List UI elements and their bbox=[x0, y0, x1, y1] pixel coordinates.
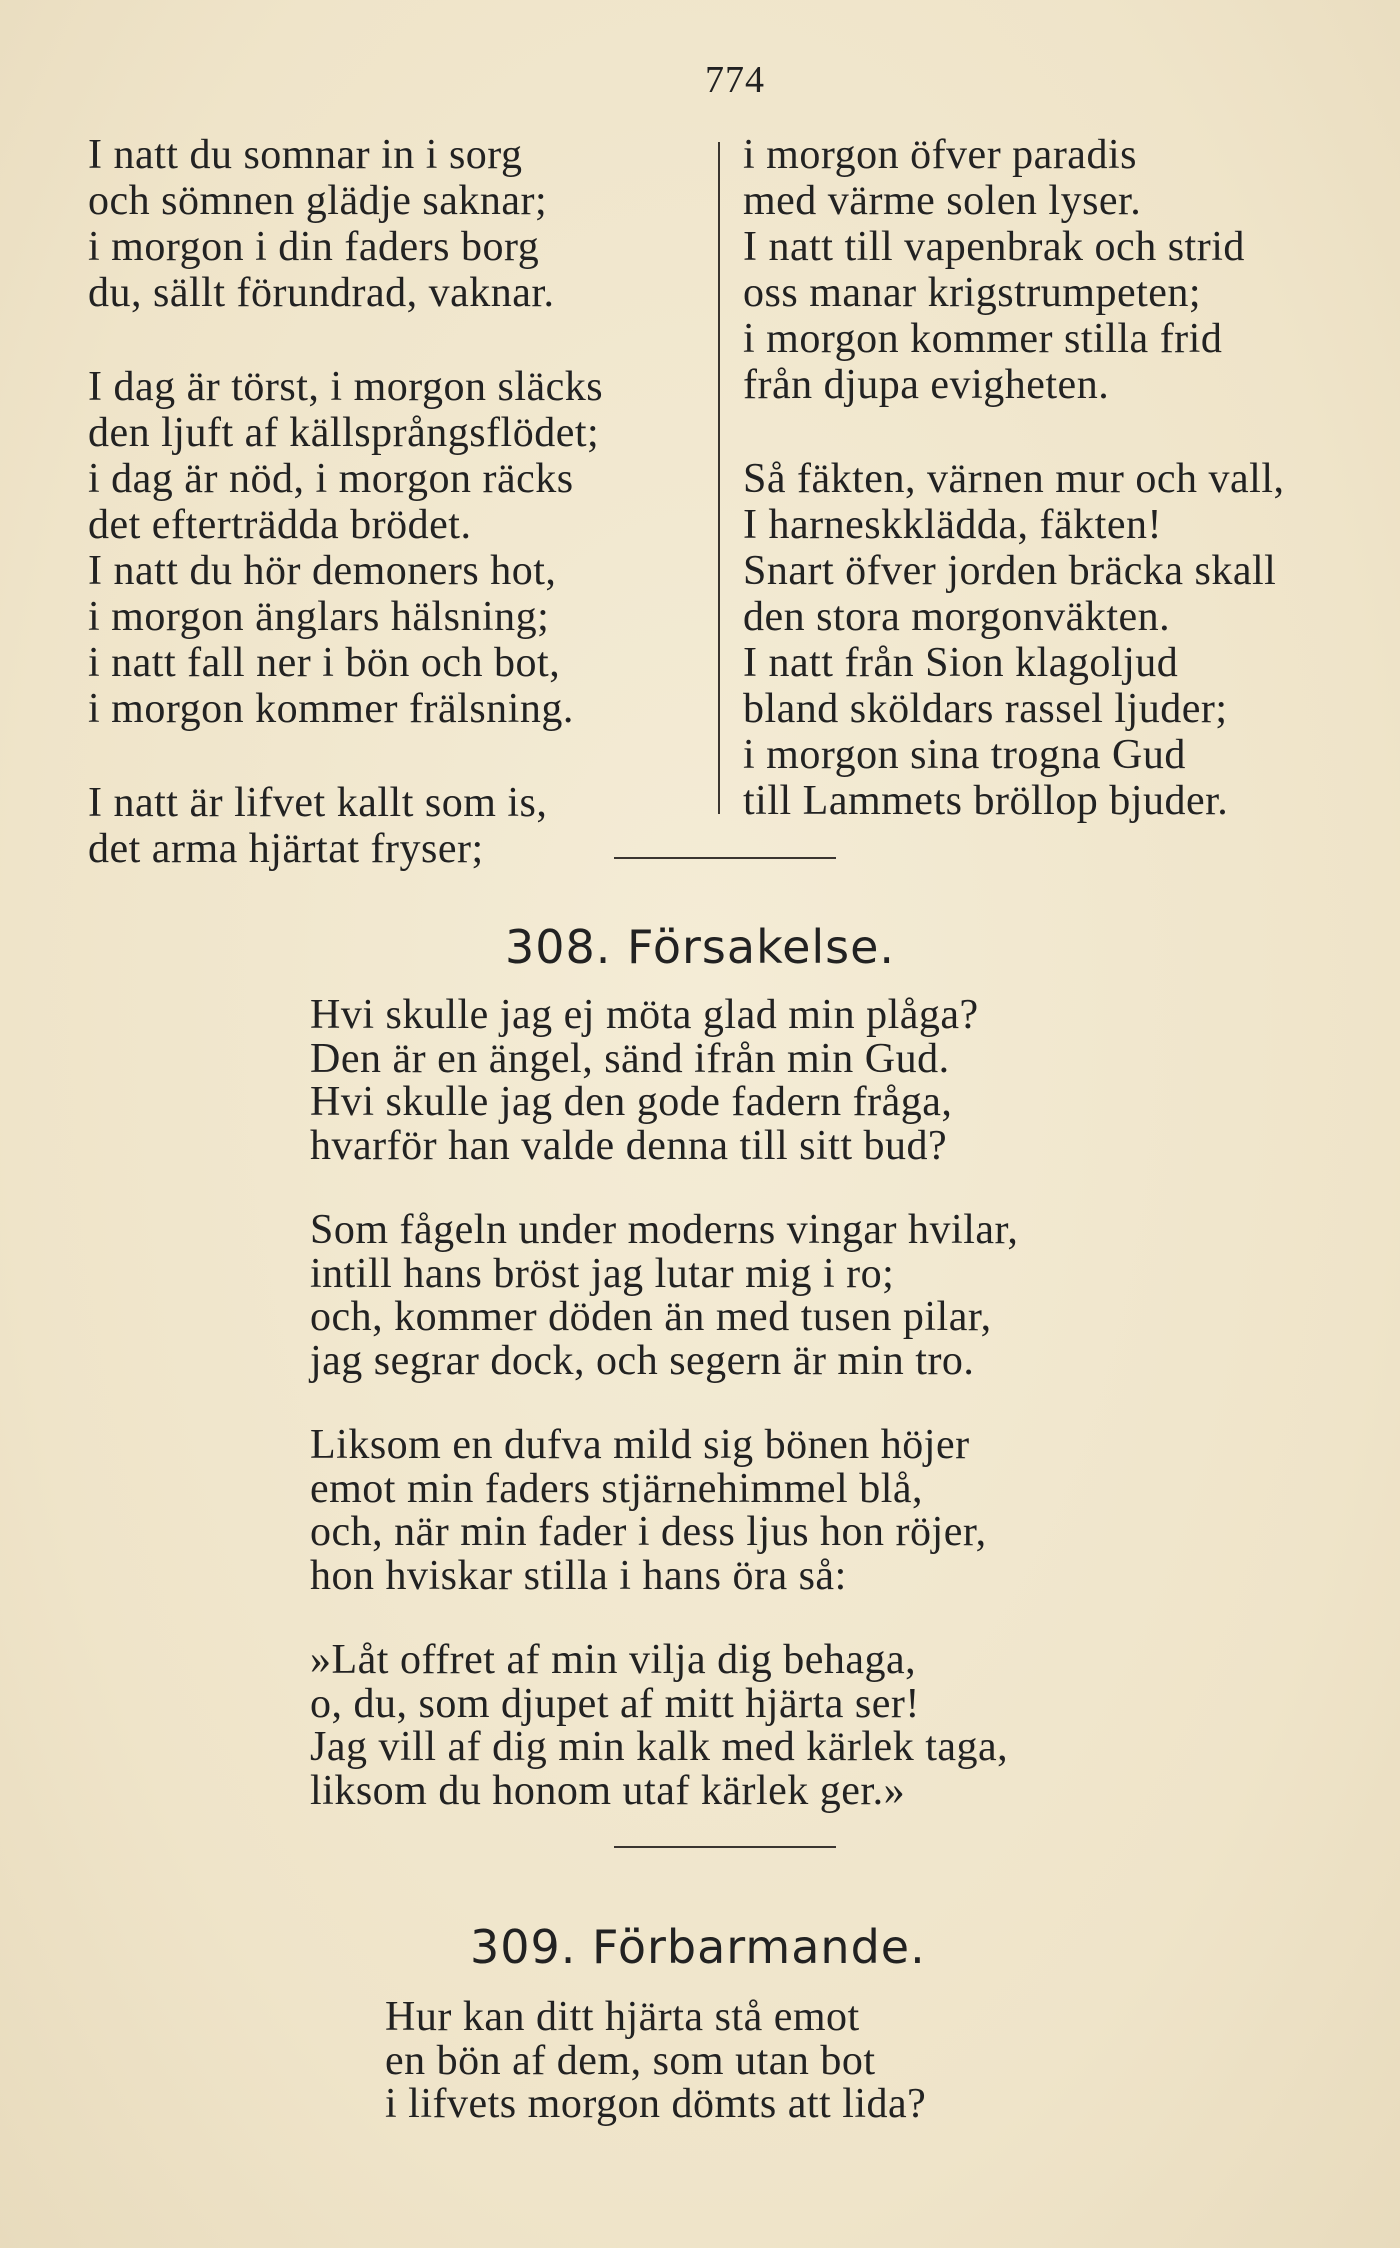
verse-line: Snart öfver jorden bräcka skall bbox=[743, 548, 1277, 594]
left-stanza-1 bbox=[88, 132, 708, 316]
section-divider bbox=[614, 1846, 836, 1848]
verse-line: och, när min fader i dess ljus hon röjer, bbox=[310, 1509, 987, 1555]
verse-line: I natt är lifvet kallt som is, bbox=[88, 780, 548, 826]
verse-line: den stora morgonväkten. bbox=[743, 594, 1171, 640]
hymn-308-title: 308. Försakelse. bbox=[505, 920, 896, 974]
verse-line: det arma hjärtat fryser; bbox=[88, 826, 484, 872]
verse-line: hvarför han valde denna till sitt bud? bbox=[310, 1122, 948, 1169]
verse-line: och, kommer döden än med tusen pilar, bbox=[310, 1294, 992, 1340]
verse-line: Som fågeln under moderns vingar hvilar, bbox=[310, 1207, 1019, 1253]
verse-line: »Låt offret af min vilja dig behaga, bbox=[310, 1637, 917, 1683]
section-divider bbox=[614, 857, 836, 859]
hymn-308-stanza-4 bbox=[310, 1639, 1210, 1813]
verse-line: i lifvets morgon dömts att lida? bbox=[385, 2081, 927, 2127]
verse-line: Jag vill af dig min kalk med kärlek taga, bbox=[310, 1724, 1009, 1770]
verse-line: liksom du honom utaf kärlek ger.» bbox=[310, 1767, 906, 1814]
verse-line: i morgon sina trogna Gud bbox=[743, 732, 1186, 778]
verse-line: I harneskklädda, fäkten! bbox=[743, 502, 1162, 548]
verse-line: bland sköldars rassel ljuder; bbox=[743, 686, 1228, 732]
verse-line: och sömnen glädje saknar; bbox=[88, 178, 548, 224]
verse-line: I natt du hör demoners hot, bbox=[88, 548, 557, 594]
right-stanza-2 bbox=[743, 456, 1373, 824]
verse-line: Den är en ängel, sänd ifrån min Gud. bbox=[310, 1035, 950, 1082]
hymn-309-stanza-1 bbox=[385, 1996, 1285, 2127]
verse-line: till Lammets bröllop bjuder. bbox=[743, 778, 1229, 824]
verse-line: Hvi skulle jag ej möta glad min plåga? bbox=[310, 992, 979, 1038]
verse-line: i morgon i din faders borg bbox=[88, 224, 540, 270]
verse-line: den ljuft af källsprångsflödet; bbox=[88, 410, 600, 456]
verse-line: i morgon änglars hälsning; bbox=[88, 594, 550, 640]
verse-line: i morgon kommer frälsning. bbox=[88, 686, 574, 732]
page-number: 774 bbox=[705, 59, 765, 101]
verse-line: Liksom en dufva mild sig bönen höjer bbox=[310, 1422, 970, 1468]
verse-line: du, sällt förundrad, vaknar. bbox=[88, 270, 555, 316]
verse-line: emot min faders stjärnehimmel blå, bbox=[310, 1465, 923, 1512]
verse-line: det efterträdda brödet. bbox=[88, 502, 472, 548]
verse-line: i natt fall ner i bön och bot, bbox=[88, 640, 561, 686]
hymn-308-stanza-1 bbox=[310, 994, 1210, 1168]
verse-line: I natt från Sion klagoljud bbox=[743, 640, 1179, 686]
verse-line: oss manar krigstrumpeten; bbox=[743, 270, 1202, 316]
left-column bbox=[88, 132, 708, 872]
verse-line: i morgon kommer stilla frid bbox=[743, 316, 1223, 362]
right-stanza-1 bbox=[743, 132, 1373, 408]
hymn-309-title: 309. Förbarmande. bbox=[470, 1920, 926, 1974]
verse-line: från djupa evigheten. bbox=[743, 362, 1110, 408]
verse-line: Hur kan ditt hjärta stå emot bbox=[385, 1994, 860, 2040]
hymn-308-stanza-2 bbox=[310, 1209, 1210, 1383]
column-divider bbox=[718, 142, 720, 814]
verse-line: Hvi skulle jag den gode fadern fråga, bbox=[310, 1079, 953, 1125]
verse-line: intill hans bröst jag lutar mig i ro; bbox=[310, 1250, 895, 1297]
verse-line: jag segrar dock, och segern är min tro. bbox=[310, 1337, 975, 1384]
verse-line: hon hviskar stilla i hans öra så: bbox=[310, 1552, 847, 1599]
hymn-309-body bbox=[385, 1996, 1285, 2127]
right-column bbox=[743, 132, 1373, 824]
verse-line: I natt du somnar in i sorg bbox=[88, 132, 523, 178]
verse-line: en bön af dem, som utan bot bbox=[385, 2037, 876, 2084]
verse-line: I natt till vapenbrak och strid bbox=[743, 224, 1245, 270]
verse-line: med värme solen lyser. bbox=[743, 178, 1142, 224]
hymn-308-body bbox=[310, 994, 1210, 1813]
verse-line: i morgon öfver paradis bbox=[743, 132, 1137, 178]
verse-line: I dag är törst, i morgon släcks bbox=[88, 364, 604, 410]
verse-line: o, du, som djupet af mitt hjärta ser! bbox=[310, 1680, 920, 1727]
hymn-308-stanza-3 bbox=[310, 1424, 1210, 1598]
left-stanza-2 bbox=[88, 364, 708, 732]
verse-line: i dag är nöd, i morgon räcks bbox=[88, 456, 574, 502]
verse-line: Så fäkten, värnen mur och vall, bbox=[743, 456, 1285, 502]
